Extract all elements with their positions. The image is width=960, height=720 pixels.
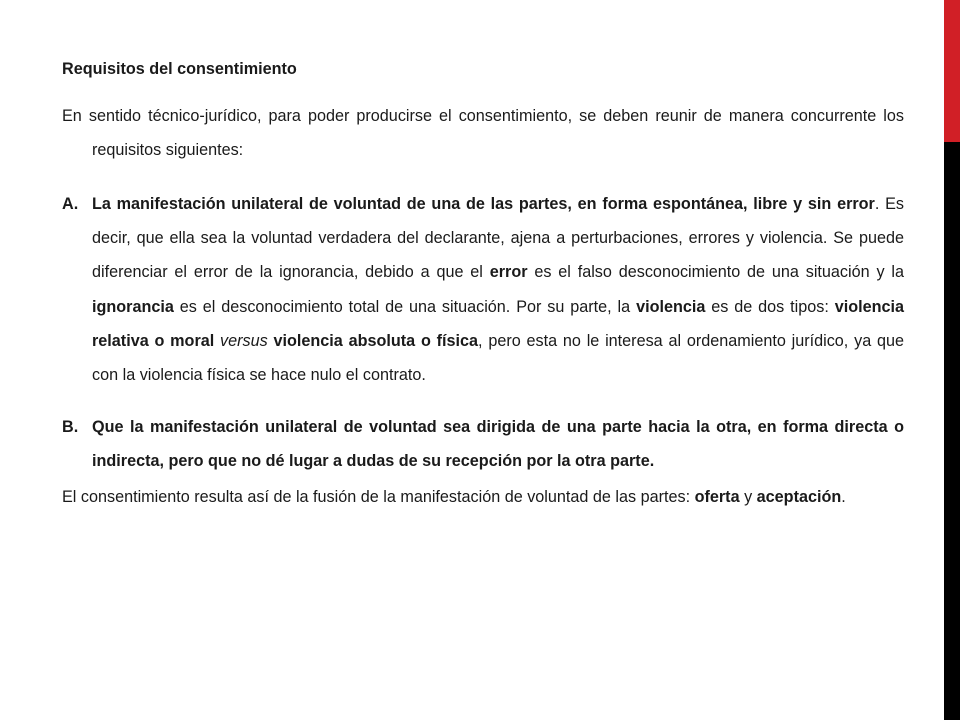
requirement-a-marker: A. (62, 195, 79, 213)
requirement-b (62, 410, 904, 478)
term-versus: versus (220, 331, 268, 350)
requirement-a-lead: La manifestación unilateral de voluntad de una de las partes, en forma espontánea, libre y sin error (92, 195, 875, 213)
term-error: error (489, 263, 528, 282)
text-run: . (841, 487, 846, 506)
requirement-a (62, 187, 904, 392)
requirement-b-bold: Que la manifestación unilateral de voluntad sea dirigida de una parte hacia la otra, en forma directa o indirecta, pero que no dé lugar a dudas de su recepción por la otra parte. (92, 418, 904, 471)
term-ignorancia: ignorancia (92, 297, 174, 316)
accent-bar-black (944, 142, 960, 720)
term-oferta: oferta (694, 487, 740, 506)
term-violencia: violencia (636, 297, 706, 316)
accent-bar-red (944, 0, 960, 142)
term-aceptacion: aceptación (756, 487, 842, 506)
text-run: y (739, 487, 757, 506)
text-run: El consentimiento resulta así de la fusión de la manifestación de voluntad de las partes: (62, 487, 695, 506)
text-run: . Es decir, que ella sea la voluntad verdadera del declarante, ajena a perturbaciones, errores y violencia. Se puede diferenciar el error de la ignorancia, debido a que el (92, 195, 904, 282)
text-run: , pero esta no le interesa al ordenamiento jurídico, ya que con la violencia física se hace nulo el contrato. (92, 331, 904, 385)
intro-paragraph: En sentido técnico-jurídico, para poder producirse el consentimiento, se deben reunir de manera concurrente los requisitos siguientes: (62, 107, 904, 159)
text-run: es el desconocimiento total de una situación. Por su parte, la (173, 297, 637, 316)
text-run: es el falso desconocimiento de una situación y la (527, 263, 904, 282)
term-violencia-relativa: violencia relativa o moral (92, 297, 904, 350)
term-violencia-absoluta: violencia absoluta o física (273, 331, 479, 350)
slide-title: Requisitos del consentimiento (62, 60, 297, 78)
requirement-b-text (92, 410, 904, 478)
requirement-a-text (92, 187, 904, 392)
text-run: es de dos tipos: (705, 297, 835, 316)
slide-content (62, 58, 904, 510)
closing-paragraph (62, 485, 904, 510)
requirement-b-marker: B. (62, 418, 79, 437)
